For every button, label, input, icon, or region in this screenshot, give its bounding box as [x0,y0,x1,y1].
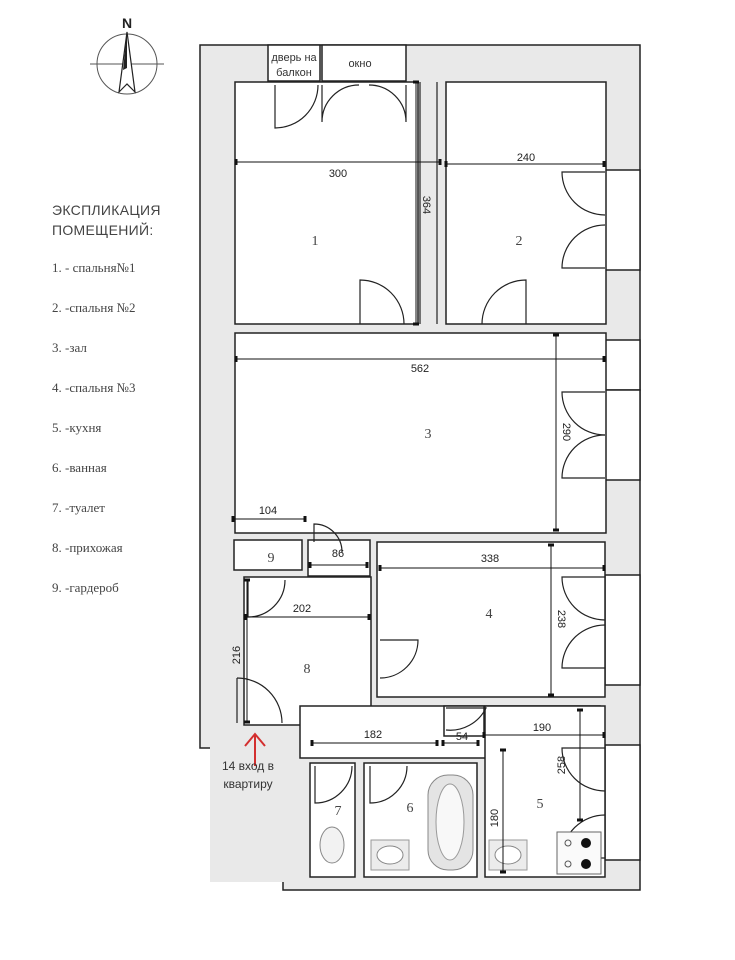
balcony-door-label-2: балкон [276,67,312,79]
dim-bath-length: 180 [489,808,501,828]
legend-item: 6. -ванная [52,460,107,475]
legend-item: 8. -прихожая [52,540,123,555]
balcony-door-label-1: дверь на [271,52,317,64]
legend-item: 2. -спальня №2 [52,300,136,315]
dim-hall-length: 216 [231,645,243,665]
dim-room4-width: 338 [480,553,500,565]
legend-item: 7. -туалет [52,500,105,515]
room-number-6: 6 [406,801,414,816]
legend-item: 3. -зал [52,340,87,355]
window-label: окно [348,58,372,70]
window-room3-a [605,340,640,390]
legend-title-line2: ПОМЕЩЕНИЙ: [52,222,154,238]
toilet-icon [320,827,344,863]
legend-item: 5. -кухня [52,420,102,435]
stove-icon [557,832,601,874]
dim-kitchen-length: 258 [556,755,568,775]
window-room2 [605,170,640,270]
entrance-label-1: 14 вход в [221,759,275,773]
legend-item: 1. - спальня№1 [52,260,136,275]
room-number-8: 8 [303,662,311,677]
room-number-4: 4 [485,607,493,622]
dim-room2-width: 240 [516,152,536,164]
window-room4 [605,575,640,685]
dim-kitchen-width: 190 [532,722,552,734]
room-number-2: 2 [515,234,523,249]
room-8 [244,577,371,725]
room-1 [235,82,418,324]
dim-room1-width: 300 [328,168,348,180]
dim-door-width: 54 [455,731,469,743]
room-number-3: 3 [424,427,432,442]
compass-north-label: N [121,15,133,31]
legend-title-line1: ЭКСПЛИКАЦИЯ [52,202,161,218]
legend-item: 9. -гардероб [52,580,119,595]
room-number-7: 7 [334,804,342,819]
dim-wardrobe-width: 104 [258,505,278,517]
legend-item: 4. -спальня №3 [52,380,136,395]
compass [90,15,164,94]
dim-room1-length: 364 [420,195,432,215]
dim-corridor-width: 182 [363,729,383,741]
room-number-1: 1 [311,234,319,249]
dim-passage-width: 86 [331,548,345,560]
room-number-5: 5 [536,797,544,812]
dim-hall-width: 202 [292,603,312,615]
window-kitchen [605,745,640,860]
entrance-label-2: квартиру [223,777,273,791]
window-room3-b [605,390,640,480]
room-number-9: 9 [267,551,275,566]
dim-room3-length: 290 [560,422,572,442]
dim-room4-length: 238 [555,609,567,629]
dim-room3-width: 562 [410,363,430,375]
